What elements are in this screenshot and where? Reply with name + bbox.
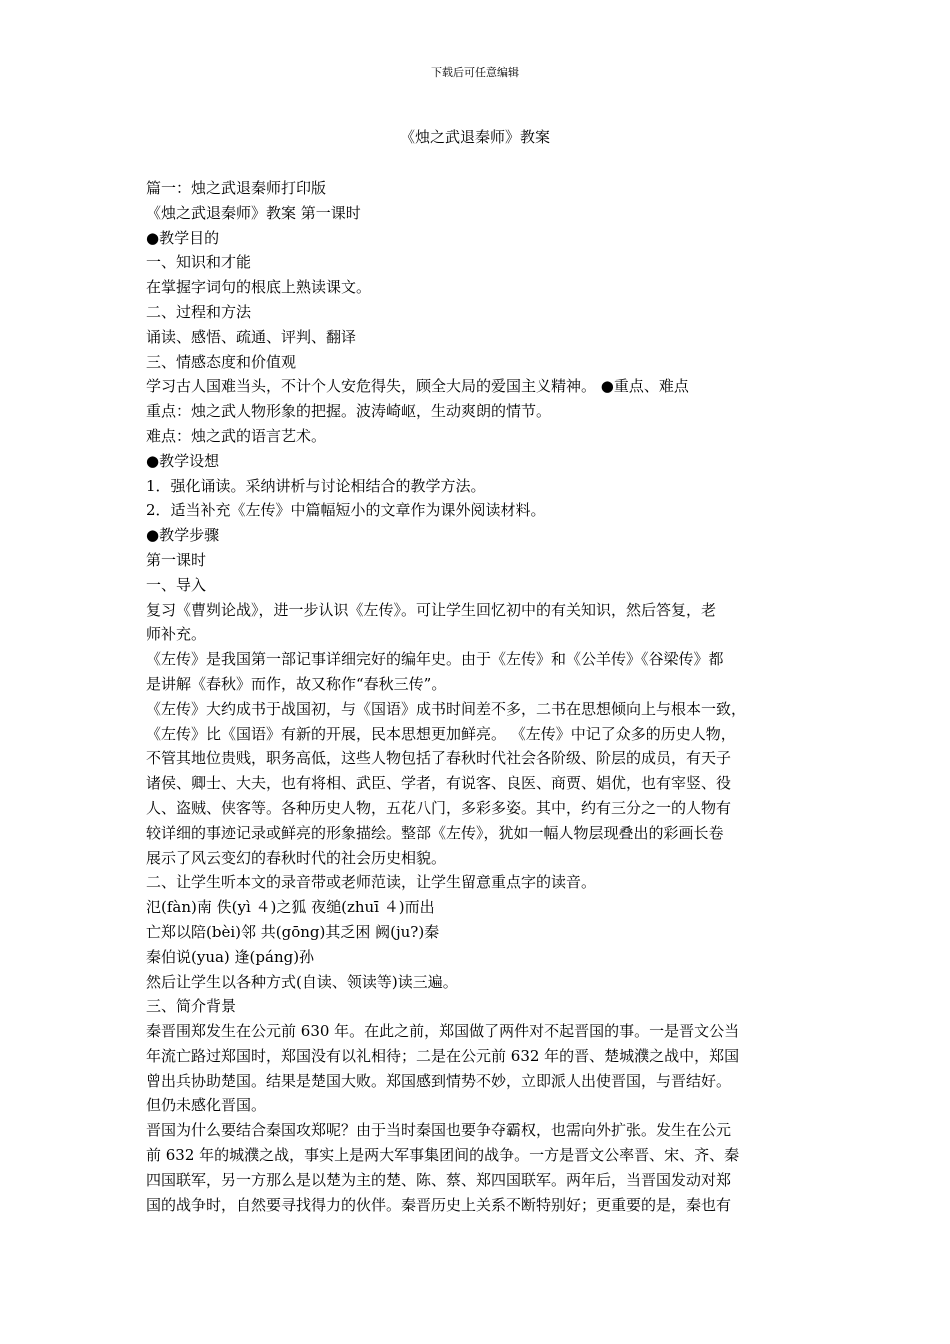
text-line: 然后让学生以各种方式(自读、领读等)读三遍。: [146, 972, 458, 991]
text-line: 一、知识和才能: [146, 253, 252, 272]
text-line: 《左传》是我国第一部记事详细完好的编年史。由于《左传》和《公羊传》《谷梁传》都: [146, 650, 724, 669]
text-line: ●教学设想: [146, 451, 220, 470]
text-line: 是讲解《春秋》而作，故又称作“春秋三传”。: [146, 674, 447, 693]
text-line: ●教学目的: [146, 228, 220, 247]
text-line: 三、简介背景: [146, 997, 237, 1016]
text-line: 《左传》大约成书于战国初，与《国语》成书时间差不多，二书在思想倾向上与根本一致，: [146, 699, 747, 718]
page-header-note: 下载后可任意编辑: [431, 66, 519, 79]
text-line: 诵读、感悟、疏通、评判、翻译: [146, 327, 357, 346]
text-line: ●教学步骤: [146, 526, 220, 545]
text-line: 曾出兵协助楚国。结果是楚国大败。郑国感到情势不妙，立即派人出使晋国，与晋结好。: [146, 1071, 732, 1090]
text-line: 人、盗贼、侠客等。各种历史人物，五花八门，多彩多姿。其中，约有三分之一的人物有: [146, 798, 732, 817]
text-line: 第一课时: [146, 550, 207, 569]
text-line: 《左传》比《国语》有新的开展，民本思想更加鲜亮。 《左传》中记了众多的历史人物，: [146, 724, 736, 743]
document-title: 《烛之武退秦师》教案: [399, 128, 550, 146]
text-line: 诸侯、卿士、大夫，也有将相、武臣、学者，有说客、良医、商贾、娼优，也有宰竖、役: [146, 774, 732, 793]
text-line: 难点：烛之武的语言艺术。: [146, 426, 327, 445]
text-line: 国的战争时，自然要寻找得力的伙伴。秦晋历史上关系不断特别好；更重要的是，秦也有: [146, 1195, 732, 1214]
text-line: 亡郑以陪(bèi)邻 共(gōng)其乏困 阙(ju?)秦: [146, 922, 440, 941]
text-line: 2．适当补充《左传》中篇幅短小的文章作为课外阅读材料。: [146, 501, 546, 520]
text-line: 前 632 年的城濮之战，事实上是两大军事集团间的战争。一方是晋文公率晋、宋、齐、秦: [146, 1146, 740, 1165]
text-line: 不管其地位贵贱，职务高低，这些人物包括了春秋时代社会各阶级、阶层的成员，有天子: [146, 749, 732, 768]
text-line: 晋国为什么要结合秦国攻郑呢？由于当时秦国也要争夺霸权，也需向外扩张。发生在公元: [146, 1121, 732, 1140]
text-line: 二、过程和方法: [146, 302, 252, 321]
text-line: 秦伯说(yua) 逢(páng)孙: [146, 947, 315, 966]
text-line: 一、导入: [146, 575, 207, 594]
text-line: 秦晋围郑发生在公元前 630 年。在此之前，郑国做了两件对不起晋国的事。一是晋文公当: [146, 1022, 740, 1041]
text-line: 四国联军，另一方那么是以楚为主的楚、陈、蔡、郑四国联军。两年后，当晋国发动对郑: [146, 1170, 732, 1189]
text-line: 年流亡路过郑国时，郑国没有以礼相待；二是在公元前 632 年的晋、楚城濮之战中，郑国: [146, 1046, 740, 1065]
text-line: 较详细的事迹记录或鲜亮的形象描绘。整部《左传》，犹如一幅人物层现叠出的彩画长卷: [146, 823, 724, 842]
text-line: 重点：烛之武人物形象的把握。波涛崎岖，生动爽朗的情节。: [146, 402, 552, 421]
text-line: 复习《曹刿论战》，进一步认识《左传》。可让学生回忆初中的有关知识，然后答复，老: [146, 600, 717, 619]
text-line: 三、情感态度和价值观: [146, 352, 297, 371]
text-line: 学习古人国难当头，不计个人安危得失，顾全大局的爱国主义精神。 ●重点、难点: [146, 377, 689, 396]
text-line: 氾(fàn)南 佚(yì ４)之狐 夜缒(zhuī ４)而出: [146, 898, 435, 917]
text-line: 师补充。: [146, 625, 207, 644]
document-body: [146, 176, 818, 1217]
text-line: 1．强化诵读。采纳讲析与讨论相结合的教学方法。: [146, 476, 486, 495]
text-line: 二、让学生听本文的录音带或老师范读，让学生留意重点字的读音。: [146, 873, 597, 892]
text-line: 《烛之武退秦师》教案 第一课时: [146, 203, 361, 222]
text-line: 展示了风云变幻的春秋时代的社会历史相貌。: [146, 848, 447, 867]
text-line: 篇一：烛之武退秦师打印版: [146, 179, 327, 197]
text-line: 但仍未感化晋国。: [146, 1096, 267, 1115]
text-line: 在掌握字词句的根底上熟读课文。: [146, 278, 372, 297]
